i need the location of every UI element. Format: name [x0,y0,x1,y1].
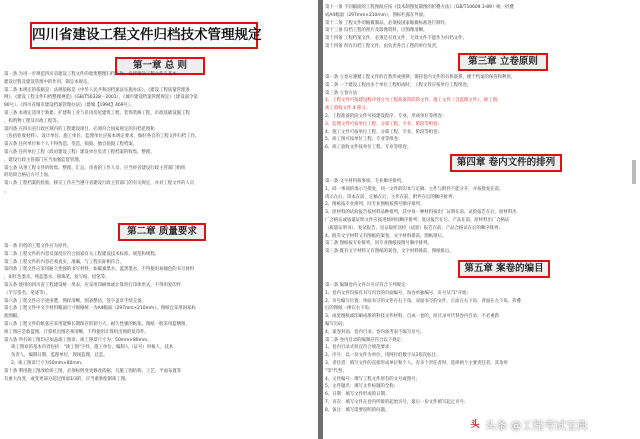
text-line: 第十四条 工程档案文件，必须是有效文件，无效文件不能作为归档文件。 [325,36,467,42]
text-line: ，建设行政主管部门应当加强监督管理。 [4,157,84,163]
text-line: 第二条 卷内目录的编制应符合以下规定： [325,337,406,343]
text-line: 7、页次：填写文件在卷内所排的起始页号，最后一份文件填写起止页号； [325,399,469,405]
text-line: 第一条 归档的工程文件应为原件。 [4,244,72,249]
text-line: 4、既有文字材料又有图纸的案卷，文字材料排前，图纸排后。 [325,233,447,239]
text-line: ，如红色墨水、纯蓝墨水、圆珠笔、复写纸、铅笔等。 [4,275,110,281]
toutiao-logo-icon: 头 [468,418,482,432]
text-line: 第一条 文字材料按事项、专业顺序排列。 [325,179,406,184]
text-line: 第十一条 不同幅面的工程图纸应按《技术制图复制图的折叠方法》（GB/T10609.3-89）统一折叠 [325,5,514,10]
text-line: 4、案卷封面、卷内目录、卷内备考表不编写页号。 [325,329,425,335]
document-title: 四川省建设工程文件归档技术管理规定 [30,22,258,49]
text-line: （质量证明书）、复试报告、见证取样送检（试验）报告在前、产品合格证在后的顺序排列； [325,225,503,231]
text-line: 2、竣工图章尺寸为50mm×80mm。 [11,360,86,366]
text-line: 第二条 图纸按专业排列，同专业图纸按图号顺序排列。 [325,241,432,247]
text-line: 建设过程及建设管理中的作用，制定本规定。 [4,79,92,85]
text-line: 第六条 任何单位工程（政府建设工程）建设单位负责工程档案的收集、整理、 [4,149,155,155]
text-line: 90号）、《四川省城市建设档案管理办法》（建城【1994】469号）。 [4,103,135,109]
text-line: 请示在后，印本在前、定稿在后，主件在前、附件在后的顺序排列； [325,194,457,200]
text-line: 第十四条 所有归档工程文件，由负责各自工程的单位负责， [325,43,441,49]
text-line: 3、成套图纸或印刷成册的科技文件材料，自成一卷的，原目录可代替卷内目录，不必重新 [325,314,500,320]
text-line: 第三条 本规定适用于新建、扩建和工业与民用房屋建筑工程，装饰装修工程，市政基础设施工程 [4,110,190,116]
chapter-4-body [325,178,638,256]
text-line: 第二条 一个建设工程由多个单位工程组成时，工程文件应按单位工程组卷。 [325,82,472,88]
text-line: 第五条 使用的四川省工程建设统一用表，应采用印刷体或计算机打印体形式，不得用复印件 [4,282,182,288]
text-line: 第七条 从事工程文件的收集、整理、汇总、审查的工作人员，应当经省建设行政主管部门组织 [4,165,186,171]
text-line: 2、序号：以一份文件为单位，用阿拉伯数字从1依次标注； [325,353,441,359]
text-line: "等"代替； [325,368,347,374]
text-line: 第八条 工程文件的纸张应采用能够长期保存的韧力大、耐久性强的纸张。图纸一般采用蓝晒图， [4,321,190,327]
text-line: 负责人，编制日期，监理单位，现场监理，总监。 [11,353,108,359]
text-line: 后的图纸一律在右下角； [325,306,374,312]
chapter-3-body [325,74,638,152]
text-line: 准图幅。 [4,314,22,320]
text-line: 第七条 工程文件中文字材料幅面尺寸规格统一为A4幅面（297mm×210mm）。图纸宜采用国家标 [4,306,196,312]
text-line: 8、备注：填写需要说明的问题。 [325,407,390,413]
text-line: 第二条 本规定的依据是：法规依据是《中华人民共和国档案法实施办法》、《建设工程质量管理条 [4,87,190,93]
text-line: 的培训合格后方可上岗。 [4,173,53,179]
text-line: 竣工验收文件 4 部分， [325,106,371,112]
text-line: 1、工程文件可按建设程序划分为工程准备阶段的文件、施工文件（含监理文件）、竣工图、 [325,98,502,104]
text-line: 第一条 为进一步规范四川省建设工程文件的收集整理归档工作，发挥建设工程文件在基本 [4,72,177,77]
text-line: 6、竣工验收文件按单位工程、专业等组卷。 [325,145,412,151]
chapter-2-continued-body [325,4,638,51]
text-line: （包括验收材料）。设计单位、施工单位、监理单位应按本规定要求，做好各自的工程文件归档工作。 [4,134,200,140]
text-line: 2、工程准备阶段文件可按建设程序、专业、形成单位等组卷； [325,113,447,119]
chapter-2-heading: 第二章 质量要求 [118,223,206,241]
text-line: 编写页码； [325,321,347,327]
text-line: 竣工图应是新蓝图，计算机出图必须清晰，不得使用计算机出图的复印件。 [4,329,149,335]
text-line: 例》、《建设工程文件归档整理规范》（GB/T50328－2001）、《城市建设档案管理规定》（建设部令第 [4,95,198,101]
text-line: 1、卷内目录式样宜符合规范要求； [325,345,394,351]
text-line: 3、责任者：填写文件的直接形成单位和个人。有多个责任者时，选择两个主要责任者，其余用 [325,360,508,366]
text-line: 1、同一事项的请示与批复，同一文件的印本与定稿、主件与附件不能分开，并按批复在前、 [325,186,504,192]
text-line: 2、图纸按专业排列，同专业图纸按图号顺序排列； [325,202,425,208]
chapter-5-heading: 第五章 案卷的编目 [458,260,550,278]
chapter-3-heading: 第三章 立卷原则 [458,53,548,71]
text-line: 第八条 工程档案的验收、移交工作应当遵守省建设行政主管部门的有关规定，并对工程文件的人员 [4,181,195,187]
document-page-left [0,0,318,439]
text-line: 第二条 工程文件的内容及深度应符合国家有关工程建设技术标准、规范和规程。 [4,251,160,257]
text-line: 4、文件编号：填写工程文件原有的文号或图号； [325,376,420,382]
text-line: 第十二条 工程文件的缩微制品，必须按国家缩微标准进行制作， [325,20,450,26]
source-watermark [468,416,588,434]
text-line: 第一条 编制卷内文件页号应符合下列规定： [325,283,410,288]
watermark-text: 头条 @工程考试宝典 [485,419,588,432]
chapter-5-body [325,282,638,415]
text-line: 1、卷内文件均按有书写内容的页面编号，每卷单独编号，页号从"1"开始； [325,290,471,296]
text-line: 3、原材料的试验报告按材料品种排列，其中每一种材料按出厂证明在前、试验报告在后，原材料出 [325,210,517,216]
text-line: 竣工图章的基本内容包括："竣工图"字样，施工单位，编制人（证号）审核人，技术 [11,345,174,351]
text-line: 第十三条 归档工程的照片及影像资料，应图像清晰。 [325,28,428,34]
text-line: 第五条 任何单位和个人不得伪造、变造、损毁、擅自销毁工程档案。 [4,142,138,148]
text-line: 5、竣工图可按单位工程、专业等组卷； [325,137,403,143]
text-line: 6、日期：填写文件形成的日期； [325,392,390,398]
text-line: 第三条 立卷方法： [325,90,362,96]
text-line: 。 [4,188,9,194]
text-line: 3、监理文件可按单位工程、分部工程、专业、阶段等组卷； [325,121,442,127]
text-line: 第四条 在四川省行政区域内的工程建设项目，必须符合国家规定的归档范围和 [4,126,155,132]
document-page-right [323,0,640,439]
scrollbar-thumb[interactable] [632,160,636,184]
chapter-4-heading: 第四章 卷内文件的排列 [450,154,562,172]
chapter-1-body [4,71,316,196]
text-line: 第六条 工程文件应字迹清楚，图样清晰，图表整洁，签字盖章手续完备。 [4,298,146,304]
text-line: 第三条 既有文字材料又有图纸的案卷，文字材料排前，图纸排后。 [325,249,454,255]
text-line: 有重大改变，或变更部分超过图面1/3的，应当重新绘制竣工图。 [4,376,130,382]
text-line: 2、页号编写位置：单面书写的文件在右下角，双面书写的文件，正面在右下角，背面在左下角。折叠 [325,298,521,304]
text-line: 第十条 利用施工图改绘竣工图，必须标明变更修改依据；凡施工图结构、工艺、平面布置等 [4,368,182,374]
text-line: 第三条 工程文件的内容必须真实、准确，与工程实际相符合。 [4,259,124,265]
text-line: （手写签名、笔迹等）。 [4,290,51,296]
chapter-1-heading: 第一章 总 则 [115,57,205,75]
chapter-2-body [4,243,316,383]
text-line: 第四条 工程文件应采用耐久性强的书写材料，如碳素墨水、蓝黑墨水，不得使用易褪色的书写材料 [4,267,195,273]
text-line: 第九条 所有竣工图均应加盖竣工图章，竣工图章尺寸为：50mm×80mm。 [4,337,152,343]
text-line: 成A4幅面（297mm×210mm），图标栏露在外面。 [325,12,428,18]
text-line: ，构筑物工程及市政工程等。 [4,118,62,124]
text-line: 4、施工文件可按单位工程、分部工程、专业、阶段等组卷； [325,129,442,135]
text-line: 第一条 立卷应遵循工程文件的自然形成规律，保持卷内文件的有机联系，便于档案的保管和利用。 [325,75,516,80]
text-line: 5、文件题名：填写文件标题的全称； [325,384,399,390]
text-line: 厂合格证或质量证明文件应按进场时间顺序排列；复试报告在后、产品在前，原材料出厂合格证 [325,217,510,223]
